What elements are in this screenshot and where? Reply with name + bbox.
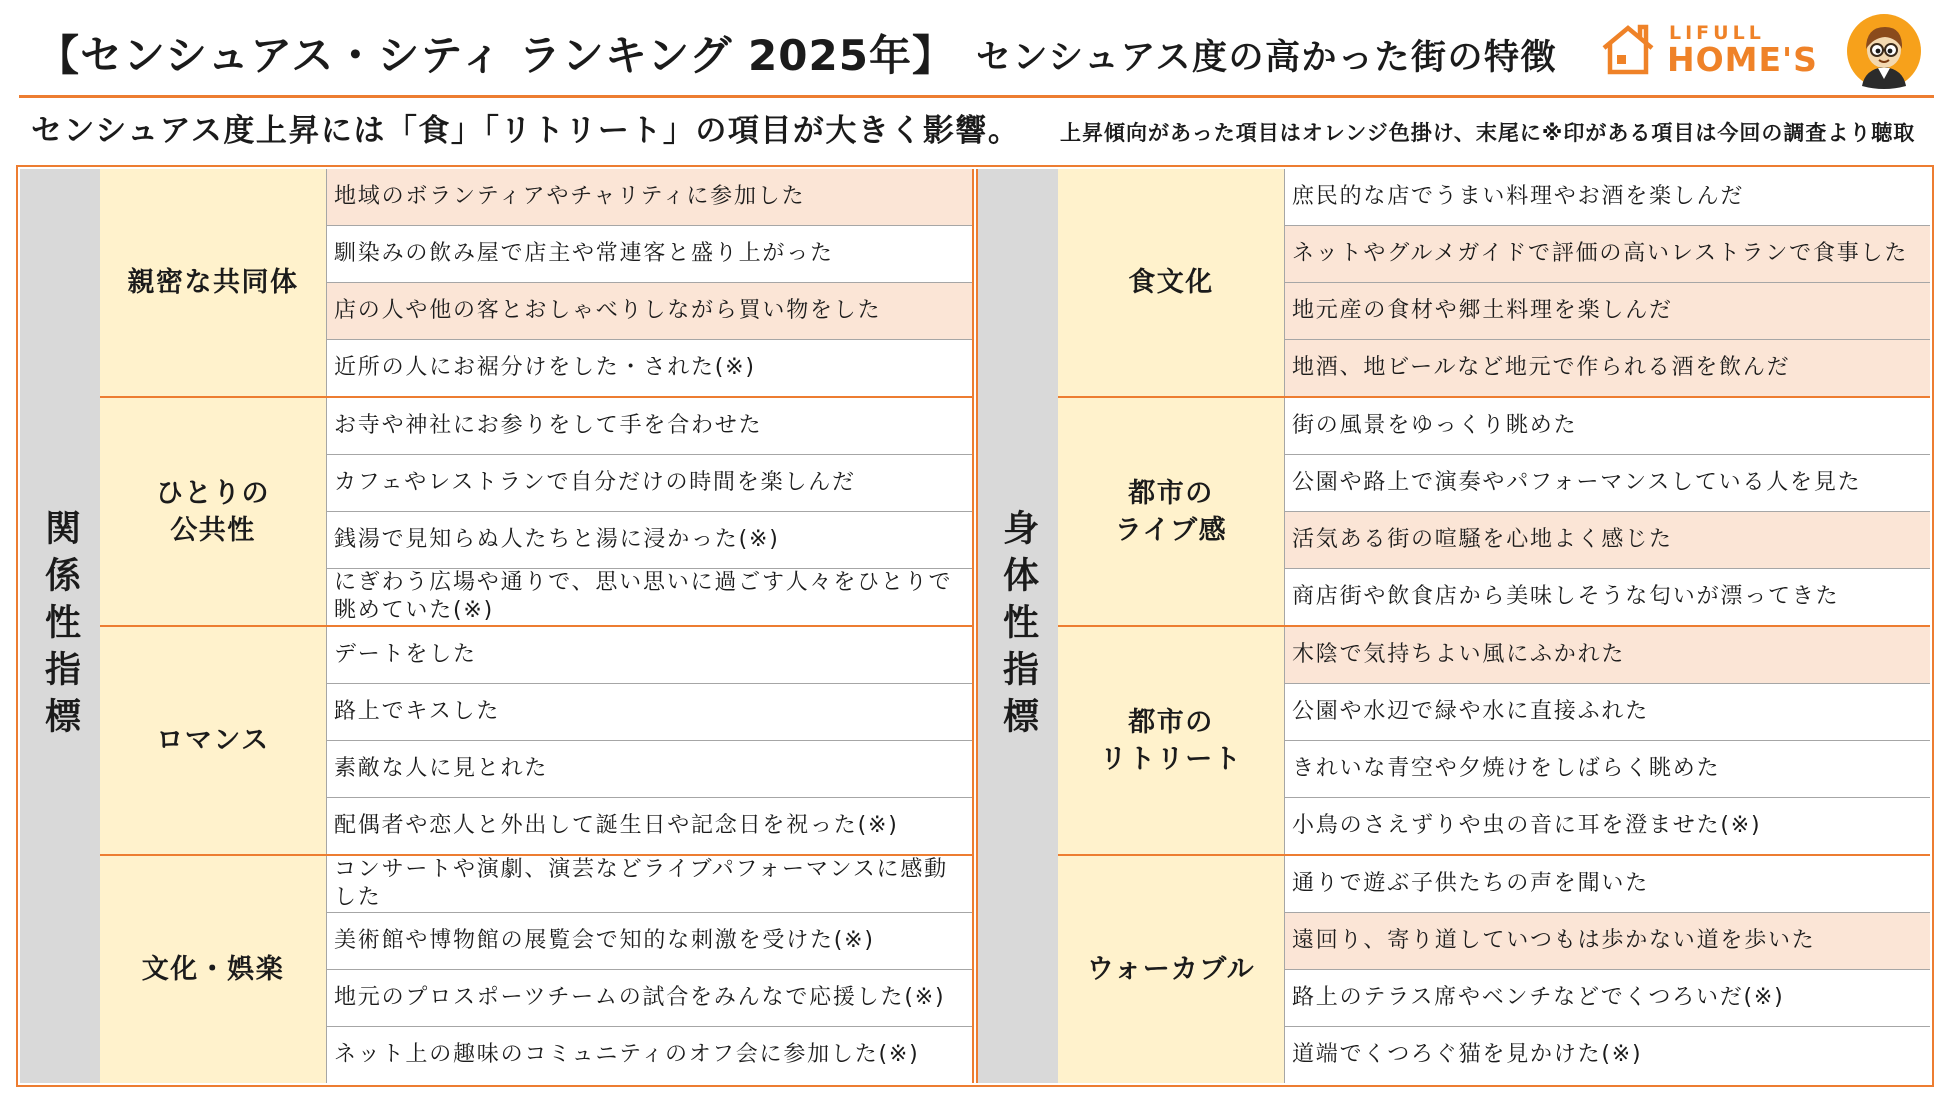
category-urban-liveliness: 都市の ライブ感 xyxy=(1058,398,1284,625)
logo-text-homes: HOME'S xyxy=(1667,40,1818,79)
feature-item: 地元のプロスポーツチームの試合をみんなで応援した(※) xyxy=(326,970,972,1027)
feature-item: 通りで遊ぶ子供たちの声を聞いた xyxy=(1284,856,1930,913)
category-group xyxy=(1058,169,1930,396)
feature-item: きれいな青空や夕焼けをしばらく眺めた xyxy=(1284,741,1930,798)
category-group xyxy=(1058,854,1930,1083)
relationship-section xyxy=(20,169,972,1083)
feature-item: 銭湯で見知らぬ人たちと湯に浸かった(※) xyxy=(326,512,972,569)
category-group xyxy=(100,169,972,396)
feature-item: 店の人や他の客とおしゃべりしながら買い物をした xyxy=(326,283,972,340)
axis-column xyxy=(978,169,1058,1083)
feature-item: 配偶者や恋人と外出して誕生日や記念日を祝った(※) xyxy=(326,798,972,854)
feature-item: 路上でキスした xyxy=(326,684,972,741)
feature-item: 小鳥のさえずりや虫の音に耳を澄ませた(※) xyxy=(1284,798,1930,854)
feature-item: 地元産の食材や郷土料理を楽しんだ xyxy=(1284,283,1930,340)
feature-item: 美術館や博物館の展覧会で知的な刺激を受けた(※) xyxy=(326,913,972,970)
axis-physicality-label: 身体性指標 xyxy=(997,508,1039,744)
category-food-culture: 食文化 xyxy=(1058,169,1284,396)
headline: センシュアス度上昇には「食」「リトリート」の項目が大きく影響。 xyxy=(31,113,1021,149)
feature-item: ネット上の趣味のコミュニティのオフ会に参加した(※) xyxy=(326,1027,972,1083)
feature-item: 商店街や飲食店から美味しそうな匂いが漂ってきた xyxy=(1284,569,1930,625)
feature-item: ネットやグルメガイドで評価の高いレストランで食事した xyxy=(1284,226,1930,283)
category-group xyxy=(1058,396,1930,625)
features-table xyxy=(16,165,1934,1087)
axis-relationship-label: 関係性指標 xyxy=(39,508,81,744)
category-intimate-community: 親密な共同体 xyxy=(100,169,326,396)
feature-item: 素敵な人に見とれた xyxy=(326,741,972,798)
feature-item: 街の風景をゆっくり眺めた xyxy=(1284,398,1930,455)
feature-item: 地酒、地ビールなど地元で作られる酒を飲んだ xyxy=(1284,340,1930,396)
physicality-section xyxy=(978,169,1930,1083)
axis-column xyxy=(20,169,100,1083)
feature-item: 庶民的な店でうまい料理やお酒を楽しんだ xyxy=(1284,169,1930,226)
category-group xyxy=(1058,625,1930,854)
category-walkable: ウォーカブル xyxy=(1058,856,1284,1083)
feature-item: デートをした xyxy=(326,627,972,684)
category-solitary-publicness: ひとりの 公共性 xyxy=(100,398,326,625)
category-group xyxy=(100,396,972,625)
mascot-icon xyxy=(1845,12,1923,90)
feature-item: 木陰で気持ちよい風にふかれた xyxy=(1284,627,1930,684)
feature-item: 馴染みの飲み屋で店主や常連客と盛り上がった xyxy=(326,226,972,283)
logo-text-lifull: LIFULL xyxy=(1669,22,1765,44)
feature-item: 公園や水辺で緑や水に直接ふれた xyxy=(1284,684,1930,741)
feature-item: 道端でくつろぐ猫を見かけた(※) xyxy=(1284,1027,1930,1083)
title-underline xyxy=(19,95,1934,98)
feature-item: にぎわう広場や通りで、思い思いに過ごす人々をひとりで眺めていた(※) xyxy=(326,569,972,625)
category-group xyxy=(100,854,972,1083)
page-title-sub: センシュアス度の高かった街の特徴 xyxy=(976,38,1558,78)
category-urban-retreat: 都市の リトリート xyxy=(1058,627,1284,854)
legend-note: 上昇傾向があった項目はオレンジ色掛け、末尾に※印がある項目は今回の調査より聴取 xyxy=(1060,121,1916,145)
category-romance: ロマンス xyxy=(100,627,326,854)
feature-item: 公園や路上で演奏やパフォーマンスしている人を見た xyxy=(1284,455,1930,512)
feature-item: 遠回り、寄り道していつもは歩かない道を歩いた xyxy=(1284,913,1930,970)
feature-item: コンサートや演劇、演芸などライブパフォーマンスに感動した xyxy=(326,856,972,913)
page-title: 【センシュアス・シティ ランキング 2025年】 xyxy=(37,31,955,80)
feature-item: 路上のテラス席やベンチなどでくつろいだ(※) xyxy=(1284,970,1930,1027)
category-group xyxy=(100,625,972,854)
category-culture-entertainment: 文化・娯楽 xyxy=(100,856,326,1083)
feature-item: 近所の人にお裾分けをした・された(※) xyxy=(326,340,972,396)
feature-item: お寺や神社にお参りをして手を合わせた xyxy=(326,398,972,455)
house-icon xyxy=(1600,22,1656,76)
feature-item: カフェやレストランで自分だけの時間を楽しんだ xyxy=(326,455,972,512)
feature-item: 地域のボランティアやチャリティに参加した xyxy=(326,169,972,226)
feature-item: 活気ある街の喧騒を心地よく感じた xyxy=(1284,512,1930,569)
